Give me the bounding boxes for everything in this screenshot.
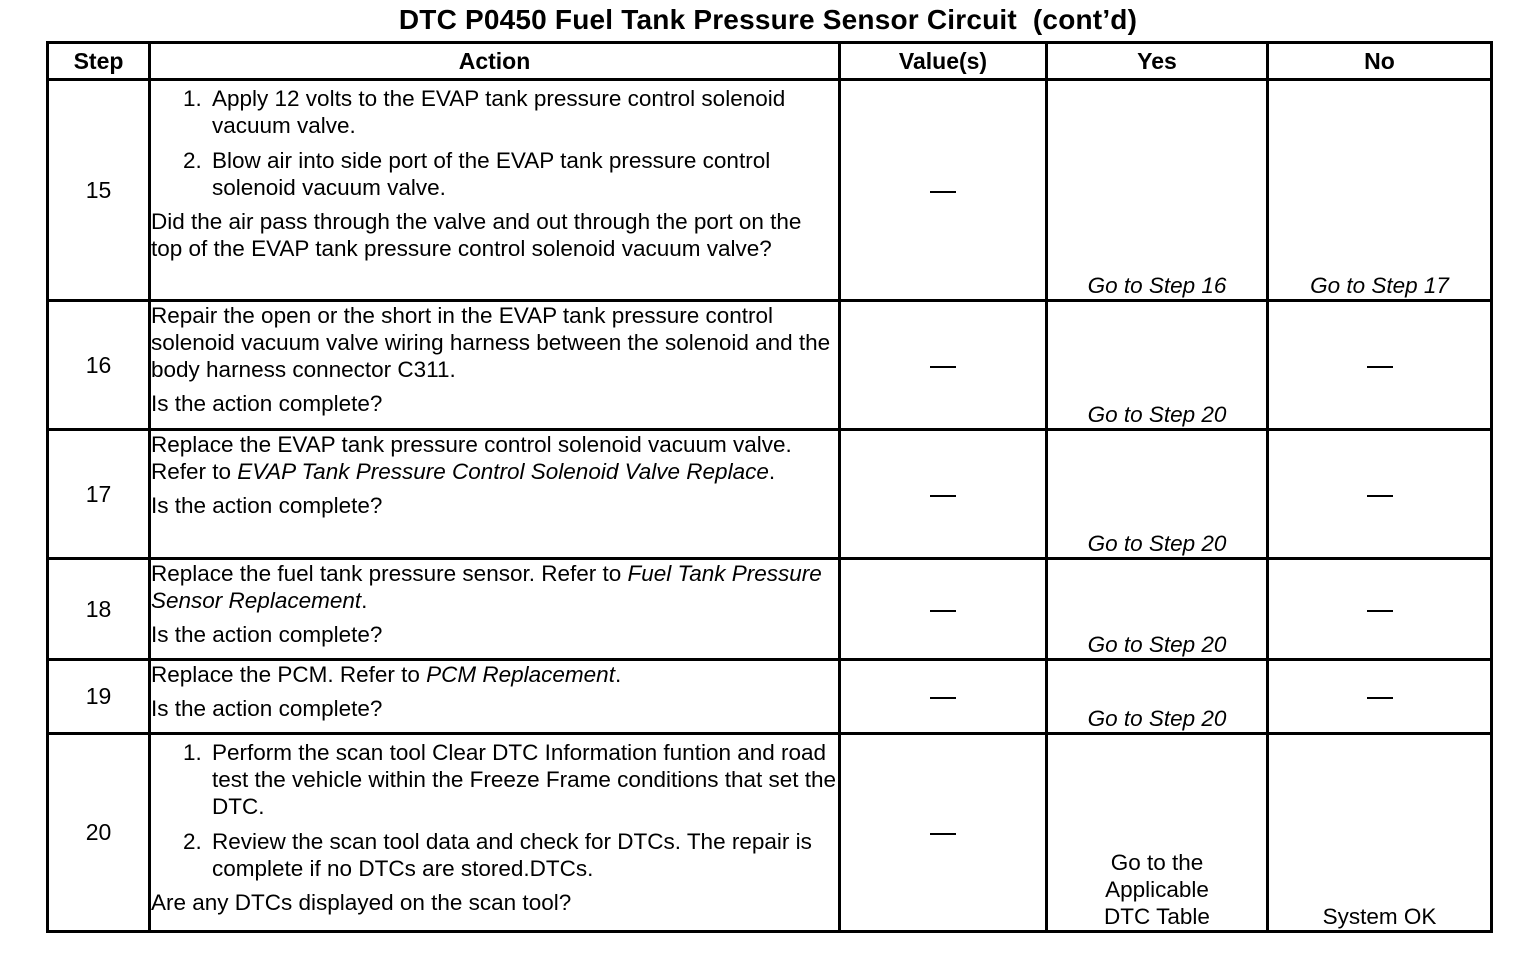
value-cell xyxy=(840,660,1047,734)
action-cell xyxy=(150,430,840,559)
dash-mark xyxy=(930,697,956,699)
value-cell xyxy=(840,301,1047,430)
action-cell xyxy=(150,80,840,301)
dash-mark xyxy=(1367,495,1393,497)
action-step-item: 2. Review the scan tool data and check for DTCs. The repair is complete if no DTCs are stored.DTCs. xyxy=(208,828,838,882)
header-action: Action xyxy=(150,43,840,80)
yes-cell: Go to Step 16 xyxy=(1047,80,1268,301)
dash-mark xyxy=(930,191,956,193)
reference-link-text: EVAP Tank Pressure Control Solenoid Valve Replace xyxy=(237,459,769,484)
action-cell xyxy=(150,660,840,734)
action-question: Are any DTCs displayed on the scan tool? xyxy=(151,890,572,915)
dash-mark xyxy=(1367,697,1393,699)
action-step-item: 1. Perform the scan tool Clear DTC Information funtion and road test the vehicle within the Freeze Frame conditions that set the DTC. xyxy=(208,739,838,820)
yes-cell: Go to Step 20 xyxy=(1047,430,1268,559)
step-number: 15 xyxy=(48,80,150,301)
action-question: Did the air pass through the valve and out through the port on the top of the EVAP tank pressure control solenoid vacuum valve? xyxy=(151,209,802,261)
dash-mark xyxy=(1367,610,1393,612)
action-step-item: 1. Apply 12 volts to the EVAP tank pressure control solenoid vacuum valve. xyxy=(208,85,838,139)
table-row-step-19 xyxy=(48,660,1492,734)
page-title: DTC P0450 Fuel Tank Pressure Sensor Circuit (cont’d) xyxy=(398,4,1138,35)
yes-cell xyxy=(1047,734,1268,932)
no-cell xyxy=(1268,559,1492,660)
action-text-before: Replace the fuel tank pressure sensor. Refer to xyxy=(151,561,628,586)
step-number: 18 xyxy=(48,559,150,660)
dash-mark xyxy=(1367,366,1393,368)
no-cell: Go to Step 17 xyxy=(1268,80,1492,301)
table-row-step-18 xyxy=(48,559,1492,660)
step-number: 17 xyxy=(48,430,150,559)
no-cell xyxy=(1268,301,1492,430)
header-step: Step xyxy=(48,43,150,80)
step-number: 20 xyxy=(48,734,150,932)
value-cell xyxy=(840,80,1047,301)
table-row-step-17 xyxy=(48,430,1492,559)
reference-link-text: Fuel Tank Pressure Sensor Replacement xyxy=(151,561,822,613)
dash-mark xyxy=(930,495,956,497)
action-text-after: . xyxy=(768,459,776,484)
action-text-before: Replace the EVAP tank pressure control solenoid vacuum valve. Refer to xyxy=(151,432,792,484)
action-text-after: . xyxy=(361,588,368,613)
action-question: Is the action complete? xyxy=(151,391,383,416)
step-number: 19 xyxy=(48,660,150,734)
no-cell xyxy=(1268,430,1492,559)
action-cell xyxy=(150,301,840,430)
action-text: Repair the open or the short in the EVAP tank pressure control solenoid vacuum valve wiring harness between the solenoid and the body harness connector C311. xyxy=(151,303,831,382)
action-text xyxy=(151,431,838,485)
value-cell xyxy=(840,430,1047,559)
action-steps-list xyxy=(151,739,838,882)
yes-cell: Go to Step 20 xyxy=(1047,559,1268,660)
no-cell: System OK xyxy=(1268,734,1492,932)
dtc-table xyxy=(46,41,1493,933)
action-cell xyxy=(150,559,840,660)
action-text xyxy=(151,661,838,688)
table-row-step-16 xyxy=(48,301,1492,430)
header-values: Value(s) xyxy=(840,43,1047,80)
dash-mark xyxy=(930,366,956,368)
yes-cell: Go to Step 20 xyxy=(1047,301,1268,430)
value-cell xyxy=(840,734,1047,932)
action-step-item: 2. Blow air into side port of the EVAP tank pressure control solenoid vacuum valve. xyxy=(208,147,838,201)
value-cell xyxy=(840,559,1047,660)
step-number: 16 xyxy=(48,301,150,430)
reference-link-text: PCM Replacement xyxy=(426,662,615,687)
action-text xyxy=(151,560,838,614)
no-cell xyxy=(1268,660,1492,734)
action-question: Is the action complete? xyxy=(151,622,383,647)
dash-mark xyxy=(930,833,956,835)
header-no: No xyxy=(1268,43,1492,80)
action-question: Is the action complete? xyxy=(151,696,383,721)
action-text-after: . xyxy=(614,662,622,687)
yes-cell: Go to Step 20 xyxy=(1047,660,1268,734)
table-header-row xyxy=(48,43,1492,80)
table-row-step-20 xyxy=(48,734,1492,932)
dash-mark xyxy=(930,610,956,612)
action-text-before: Replace the PCM. Refer to xyxy=(151,662,427,687)
yes-text: Go to the Applicable DTC Table xyxy=(1104,850,1210,929)
table-row-step-15 xyxy=(48,80,1492,301)
action-steps-list xyxy=(151,85,838,201)
header-yes: Yes xyxy=(1047,43,1268,80)
action-cell xyxy=(150,734,840,932)
action-question: Is the action complete? xyxy=(151,493,383,518)
